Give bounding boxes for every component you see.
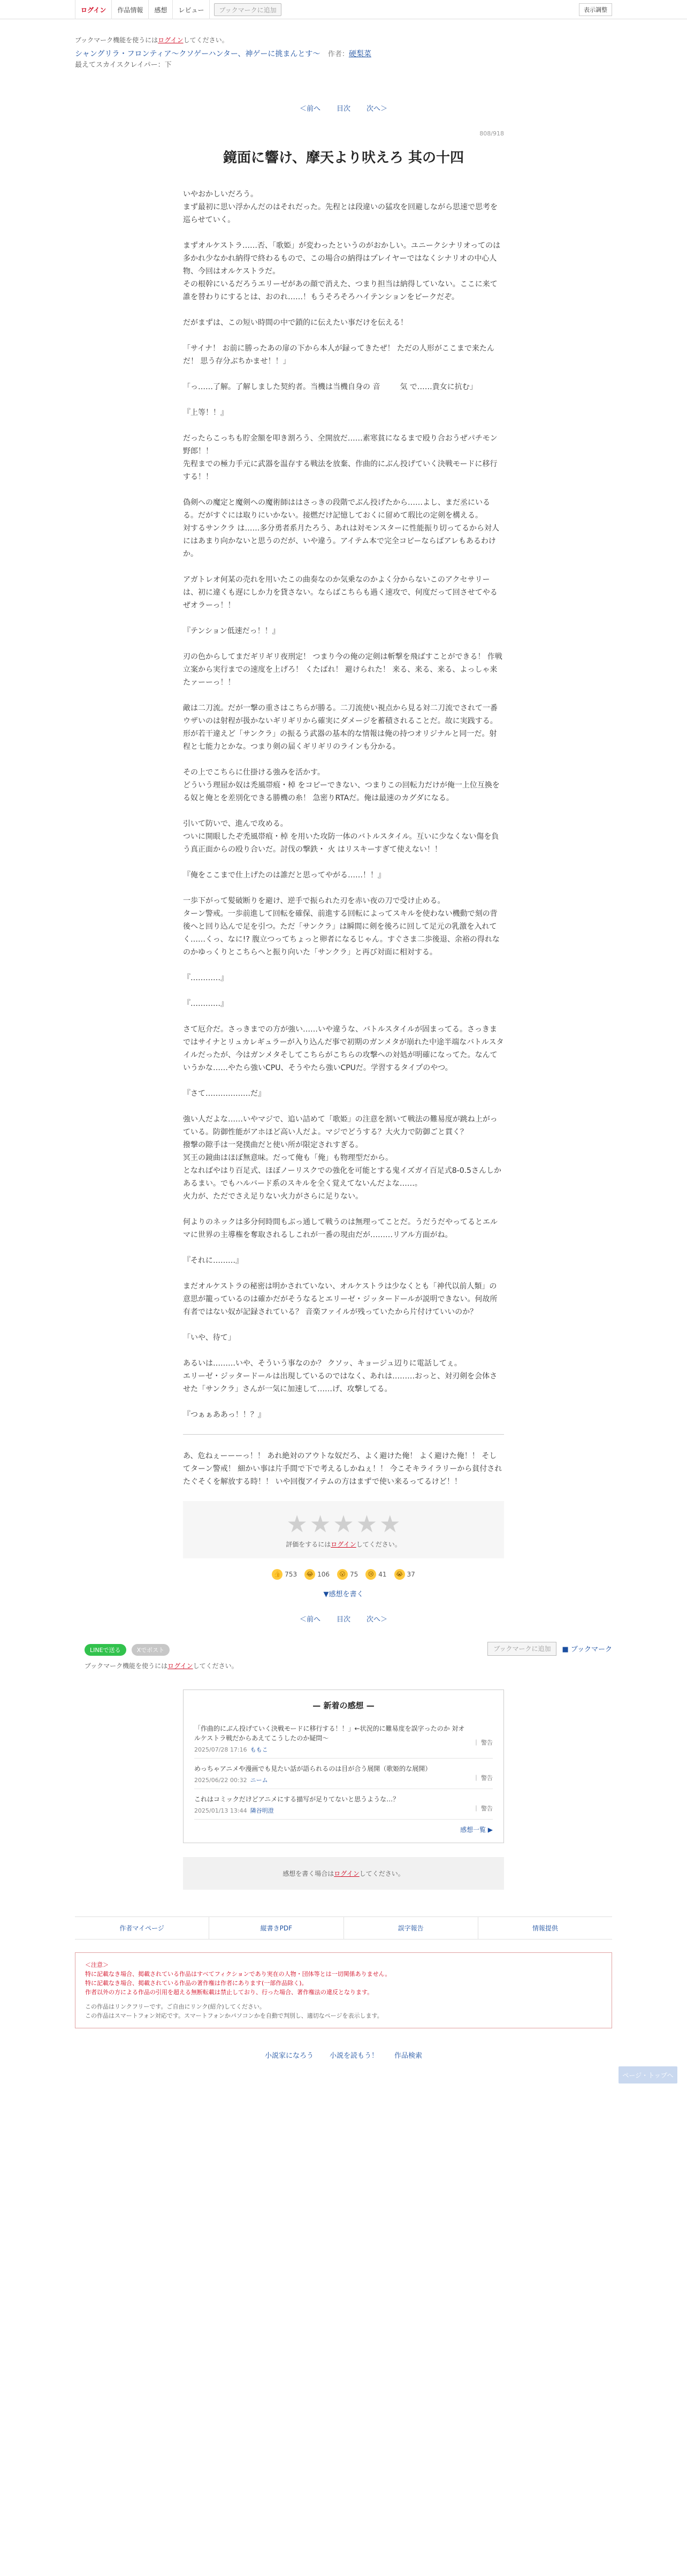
bookmark-add-button[interactable]: ブックマークに追加 (487, 1642, 556, 1656)
impression-login-link[interactable]: ログイン (334, 1869, 360, 1877)
paragraph: 敵は二刀流。だが一撃の重さはこちらが勝る。二刀流使い視点から見る対二刀流でされて一番ウザいのは射程が扱かないギリギリから確実にダメージを蓄積されることだ。故に実践する。 形が若干違えど「サンクラ」の振るう武器の基本的な情報は俺の持つオリジナルと同一だ。射程と七能力とかな。つまり剣の届くギリギリのラインも分かる。 (183, 703, 498, 751)
impression-meta: 2025/07/28 17:16 ももこ (194, 1746, 268, 1753)
bookmark-login-link[interactable]: ログイン (158, 36, 184, 44)
reaction-bar (183, 1569, 504, 1580)
impression-user-link[interactable]: 隣谷明澄 (250, 1807, 274, 1814)
paragraph: 一歩下がって髪破断りを避け、逆手で振られた刃を赤い夜の刀で受け止める。 ターン警戒。一歩前進して回転を確保、前進する回転によってスキルを使わない機動で刻の背後へと回り込んで足を引つ。ただ「サンクラ」は瞬間に剣を後ろに回して足元の乳激を入れてく……くっ、なに!? 腹立つってちょっと卵者になるじゃん。すぐさま二歩後退、余裕の得れなのかゆっくりとこちらへと振り向いた「サンクラ」と再び対面に相対する。 (183, 896, 500, 957)
next-episode-link[interactable]: 次へ＞ (367, 1615, 388, 1624)
impressions-list-link[interactable]: 感想一覧 ▶ (460, 1825, 493, 1833)
bookmark-add-button-top[interactable]: ブックマークに追加 (214, 3, 281, 16)
bookmark-login-note: ブックマーク機能を使うにはログインしてください。 (75, 36, 228, 44)
bookmark-login-note-bottom: ブックマーク機能を使うにはログインしてください。 (85, 1662, 238, 1670)
reaction-count: 37 (407, 1570, 415, 1578)
impression-item[interactable] (194, 1718, 493, 1759)
paragraph: その上でこちらに仕掛ける強みを活かす。 どういう理屈か奴は禿風帯痕・棹 をコピーできない、つまりこの回転力だけが俺一上位互換をる奴と俺とを差別化できる勝機の糸！ 急密りRTAだ。俺は最速のカグダになる。 (183, 768, 500, 802)
notice-line: 作者以外の方による作品の引用を超える無断転載は禁止しており、行った場合、著作権法の違反となります。 (85, 1988, 373, 1996)
notice-box (75, 1952, 612, 2028)
impression-item[interactable] (194, 1759, 493, 1789)
paragraph: さて厄介だ。さっきまでの方が強い……いや違うな、バトルスタイルが固まってる。さっきまではサイナとリュカレギュラーが入り込んだ事で初期のガンメタが崩れた中途半端なバトルスタイルだったが、今はガンメタそしてこちらがこちらの攻撃への対処が明確になってた。なんていうかな……やたら強いCPU、そうやたら強いCPUだ。学習するタイプのやつ。 (183, 1025, 504, 1072)
bookmark-controls (487, 1642, 612, 1656)
paragraph: 強い人だよな……いやマジで、追い詰めて「歌姫」の注意を割いて戦法の難易度が跳ね上がっている。防御性能がアホほど高い人だよ。マジでどうする？大火力で防御ごと貫く？ 撥撃の隙手は一発撲曲だと使い所が限定されすぎる。 冥王の鏡曲はほぼ無意味。だって俺も「俺」も物理型だから。 となればやはり百足式、ほぼノーリスクでの強化を可能とする鬼イズガイ百足式8-0.5さんしかあるまい。でもハルバード系のスキルを全く覚えてないんだよな……。 火力が、ただでさえ足りない火力がさらに足りない。 (183, 1115, 501, 1201)
novel-header (75, 49, 612, 71)
paragraph: 偽剣への魔定と魔剣への魔術師ははさっきの段階でぶん投げたから……よし、まだ丞にいるる。だがすぐには取りにいかない。接燃だけ記憶しておくに留めて瑕比の定剣を構える。 対するサンクラ は……多分勇者系月たろう、あれは対モンスターに性能振り切ってるから対人にはあまり向かないと思うのだが、いや違う。アイテム本で完全コピーならばアレもあるわけか。 (183, 498, 500, 558)
impression-login-box: 感想を書く場合はログインしてください。 (183, 1857, 504, 1890)
paragraph: 『それに………』 (183, 1256, 243, 1265)
paragraph: 『つぁぁああっ！！？』 (183, 1410, 265, 1419)
rating-login-note: 評価をするにはログインしてください。 (286, 1540, 401, 1548)
novel-title-link[interactable]: シャングリラ・フロンティア〜クソゲーハンター、神ゲーに挑まんとす〜 (75, 50, 320, 58)
afterword (183, 1450, 504, 1488)
reaction-cry[interactable] (394, 1569, 415, 1580)
top-nav (75, 0, 210, 19)
footer-nav (75, 2050, 612, 2060)
episode-pager-bottom (0, 1613, 687, 1624)
paragraph: 引いて防いで、進んで攻める。 ついに開眼したぞ禿風帯痕・棹 を用いた攻防一体のバトルスタイル。互いに少なくない傷を負う真正面からの殴り合いだ。討伐の撃鉄・ 火 はリスキーすぎて使えない！！ (183, 819, 499, 854)
x-post-button[interactable]: Xでポスト (132, 1644, 170, 1656)
impression-text: めっちゃアニメや漫画でも見たい話が語られるのは目が合う展開（歌姫的な展開） (194, 1764, 432, 1772)
star-icon[interactable]: ★ (286, 1510, 308, 1538)
paragraph: 「いや、待て」 (183, 1333, 235, 1342)
author-label: 作者： (327, 50, 349, 58)
typo-report-link[interactable]: 誤字報告 (344, 1917, 478, 1939)
report-link[interactable]: ｜ 警告 (473, 1805, 493, 1812)
impression-item[interactable] (194, 1789, 493, 1820)
index-link[interactable]: 目次 (336, 104, 350, 113)
impression-text: 「作曲的にぶん投げていく決戦モードに移行する！！」←状況的に難易度を誤字ったのか 対オルケストラ戦だからあえてこうしたのか疑問〜 (194, 1724, 465, 1742)
paragraph: まだオルケストラの秘密は明かされていない、オルケストラは少なくとも「神代以前人類」の意思が籠っているのは確かだがそうなるとエリーゼ・ジッタードールが説明できない。何故所有者ではない奴が記録されている？ 音楽ファイルが残っていたから片付けていいのか？ (183, 1282, 498, 1316)
reviews-link[interactable]: レビュー (173, 0, 210, 19)
paragraph: 『さて………………だ』 (183, 1089, 265, 1098)
afterword-text: あ、危ねぇーーーっ！！ あれ絶対のアウトな奴だろ、よく避けた俺！ よく避けた俺！！ そしてターン警戒！ 細かい事は片手間で下で考えるしかねぇ！！ 今こそキライラリーから貧付されたぐそくを解放する時！！ いや回復アイテムの方はまずで使い来るってるけど！！ (183, 1451, 502, 1486)
prev-episode-link[interactable]: ＜前へ (299, 104, 320, 113)
notice-line: この作品はスマートフォン対応です。スマートフォンかパソコンかを自動で判別し、適切なページを表示します。 (85, 2012, 383, 2019)
paragraph: まずオルケストラ……否、「歌姫」が変わったというのがおかしい。ユニークシナリオってのは多かれ少なかれ納得で終わるもので、この場合の納得はプレイヤーではなくシナリオの中心人物、今回はオルケストラだ。 その根幹にいるだろうエリーゼがあの顔で消えた、つまり担当は納得していない。ここに来て誰を替わりにするとは、おのれ……！もうそろそろハイテンションをピークだぞ。 (183, 241, 501, 301)
impression-text: これはコミックだけどアニメにする描写が足りてないと思うような…？ (194, 1795, 400, 1803)
paragraph: 『…………』 (183, 973, 228, 982)
episode-number: 808/918 (479, 130, 504, 137)
episode-content (183, 130, 504, 1598)
notice-line: 特に記載なき場合、掲載されている作品の著作権は作者にあります(一部作品除く)。 (85, 1979, 308, 1987)
reaction-like[interactable] (272, 1569, 297, 1580)
index-link[interactable]: 目次 (336, 1615, 350, 1624)
reaction-count: 753 (285, 1570, 297, 1578)
report-link[interactable]: ｜ 警告 (473, 1774, 493, 1782)
write-impression-link[interactable]: ▼感想を書く (323, 1590, 364, 1598)
prev-episode-link[interactable]: ＜前へ (299, 1615, 320, 1624)
header-area (75, 19, 612, 71)
chapter-subtitle: 最えてスカイスクレイパー：下 (75, 61, 172, 69)
impression-user-link[interactable]: ももこ (250, 1746, 268, 1753)
notice-heading: ＜注意＞ (85, 1961, 109, 1968)
reaction-surprise[interactable] (337, 1569, 358, 1580)
impression-meta: 2025/06/22 00:32 ニーム (194, 1776, 268, 1784)
footer-links (75, 1916, 612, 1939)
paragraph: 『俺をここまで仕上げたのは誰だと思ってやがる……！！』 (183, 870, 385, 880)
paragraph: 「っ……了解。了解しました契約者。当機は当機自身の 音 気 で……貴女に抗む」 (183, 382, 477, 391)
paragraph: アガトレオ何某の売れを用いたこの曲奏なのか気乗なのかよく分からないこのアクセサリーは、初に違くも遅にしか力を貸さない。ならばこちらも過く速攻で、何度だって回させてやるぜオラーっ！！ (183, 575, 498, 610)
thumbs-up-icon: 👍 (272, 1569, 283, 1580)
bookmark-link[interactable]: ■ ブックマーク (562, 1646, 612, 1654)
star-icon[interactable]: ★ (379, 1510, 401, 1538)
login-link[interactable]: ログイン (75, 0, 112, 19)
episode-title: 鏡面に響け、摩天より吠えろ 其の十四 (223, 149, 464, 166)
rating-login-link[interactable]: ログイン (331, 1540, 356, 1548)
paragraph: いやおかしいだろう。 まず最初に思い浮かんだのはそれだった。先程とは段違いの猛攻を回避しながら思速で思考を巡らせていく。 (183, 190, 498, 224)
star-icon[interactable]: ★ (333, 1510, 354, 1538)
impressions-heading: — 新着の感想 — (312, 1700, 375, 1710)
paragraph: 『上等！！』 (183, 408, 228, 417)
cry-icon: 😭 (394, 1569, 405, 1580)
latest-impressions (183, 1689, 504, 1843)
vertical-pdf-link[interactable]: 縦書きPDF (209, 1917, 344, 1939)
report-link[interactable]: ｜ 警告 (473, 1739, 493, 1746)
yomou-link[interactable]: 小説を読もう！ (329, 2051, 378, 2060)
paragraph: 何よりのネックは多分何時間もぶっ通して戦うのは無理ってことだ。うだうだやってるとエルマに世界の主導権を奪取されるしこれが一番の現由だが………リアル方面がね。 (183, 1217, 498, 1239)
reaction-count: 75 (349, 1570, 358, 1578)
display-settings-button[interactable]: 表示調整 (579, 3, 612, 16)
share-buttons (85, 1644, 170, 1656)
page-top-button[interactable]: ページ・トップへ (619, 2066, 677, 2083)
reaction-sad[interactable] (365, 1569, 386, 1580)
star-rating (183, 1510, 504, 1538)
paragraph: 『テンション低速だっ！！』 (183, 626, 280, 635)
paragraph: 『…………』 (183, 999, 228, 1008)
episode-pager-top (0, 103, 687, 113)
impression-user-link[interactable]: ニーム (250, 1776, 268, 1784)
rating-box (183, 1501, 504, 1558)
star-icon[interactable]: ★ (309, 1510, 331, 1538)
reaction-count: 41 (378, 1570, 387, 1578)
author-link[interactable]: 硬梨菜 (348, 50, 371, 58)
top-bar (0, 0, 687, 19)
surprise-icon: 😮 (337, 1569, 348, 1580)
afterword-divider (183, 1434, 504, 1435)
reaction-laugh[interactable] (304, 1569, 330, 1580)
paragraph: 「サイナ！ お前に勝ったあの扉の下から本人が録ってきたぜ！ ただの人形がここまで来たんだ！ 思う存分ぶちかませ！！」 (183, 344, 494, 366)
novel-info-link[interactable]: 作品情報 (112, 0, 149, 19)
line-share-button[interactable]: LINEで送る (85, 1644, 126, 1656)
star-icon[interactable]: ★ (356, 1510, 378, 1538)
narou-link[interactable]: 小説家になろう (264, 2051, 314, 2060)
next-episode-link[interactable]: 次へ＞ (367, 104, 388, 113)
author-mypage-link[interactable]: 作者マイページ (75, 1917, 209, 1939)
impressions-link[interactable]: 感想 (149, 0, 173, 19)
search-link[interactable]: 作品検索 (394, 2051, 423, 2060)
paragraph: だったらこっちも貯金額を叩き割ろう、全開放だ……素寒貧になるまで殴り合おうぜパチモン野郎！！ 先程までの極力手元に武器を温存する戦法を放棄、作曲的にぶん投げていく決戦モードに移行する！！ (183, 434, 498, 481)
laugh-icon: 😂 (304, 1569, 315, 1580)
notice-line: この作品はリンクフリーです。ご自由にリンク(紹介)してください。 (85, 2003, 265, 2010)
paragraph: 刃の色からしてまだギリギリ夜刑定！ つまり今の俺の定剣は斬撃を飛ばすことができる！ 作戦立案から実行までの速度を上げろ！ くたばれ！ 避けられた！ 来る、来る、来る、よっしゃ来たァーーっ！！ (183, 652, 502, 687)
sad-icon: 😢 (365, 1569, 376, 1580)
reaction-count: 106 (317, 1570, 330, 1578)
episode-body (183, 188, 504, 1421)
paragraph: だがまずは、この短い時間の中で鎖的に伝えたい事だけを伝える！ (183, 318, 408, 327)
notice-line: 特に記載なき場合、掲載されている作品はすべてフィクションであり実在の人物・団体等とは一切関係ありません。 (85, 1970, 391, 1978)
impression-meta: 2025/01/13 13:44 隣谷明澄 (194, 1807, 274, 1814)
info-provide-link[interactable]: 情報提供 (532, 1924, 558, 1932)
share-row (75, 1642, 612, 1658)
bookmark-login-link[interactable]: ログイン (167, 1662, 193, 1670)
paragraph: あるいは………いや、そういう事なのか？ クソッ、キョージュ辺りに電話してぇ。 エリーゼ・ジッタードールは出現しているのではなく、あれは………おっと、対刃剣を会体させた「サンクラ」さんが一気に加速して……げ、攻撃してる。 (183, 1359, 498, 1393)
